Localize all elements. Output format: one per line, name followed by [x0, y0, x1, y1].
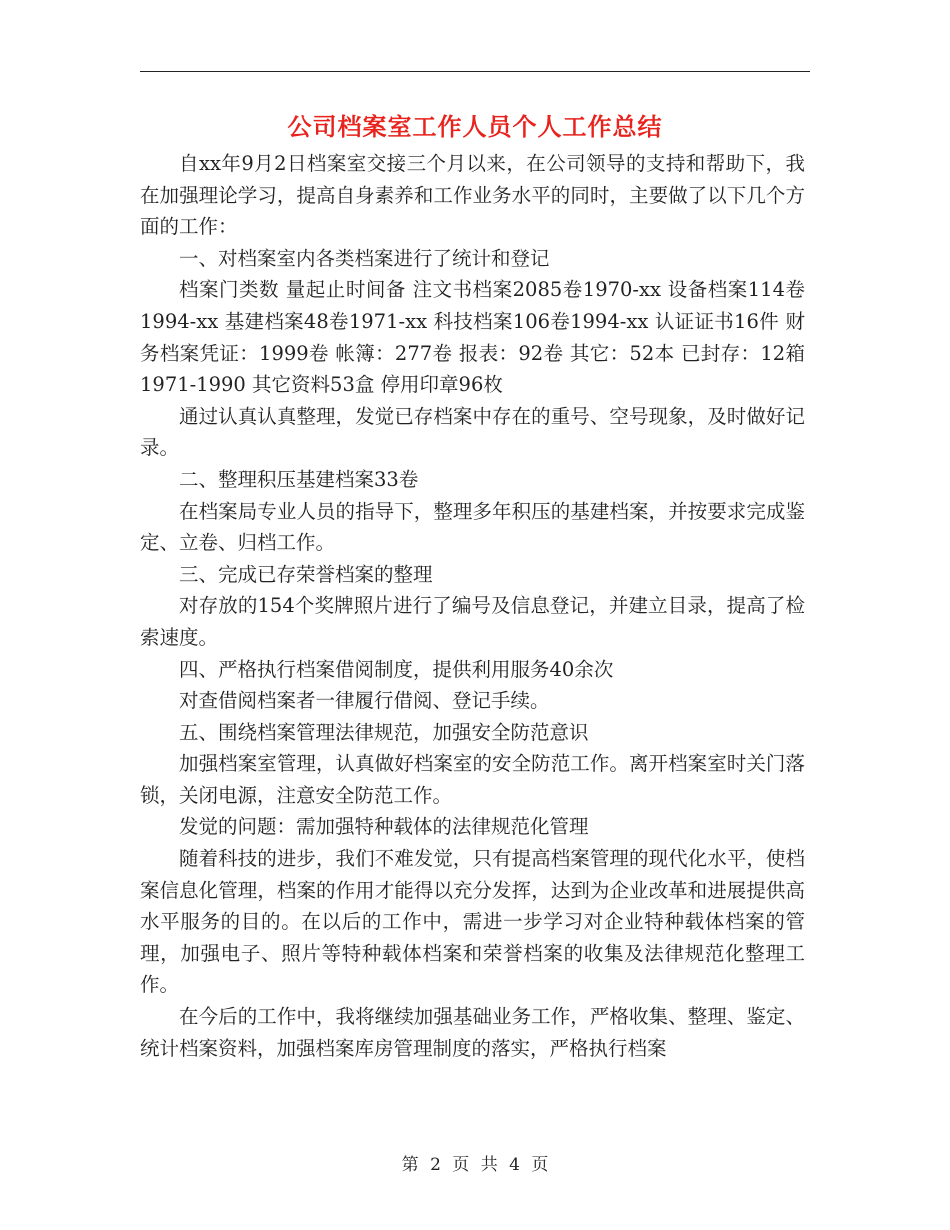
- paragraph-technology: 随着科技的进步，我们不难发觉，只有提高档案管理的现代化水平，使档案信息化管理，档案的作用才能得以充分发挥，达到为企业改革和进展提供高水平服务的目的。在以后的工作中，需进一步学习对企业特种载体档案的管理，加强电子、照片等特种载体档案和荣誉档案的收集及法律规范化整理工作。: [140, 847, 805, 997]
- paragraph-organize: 通过认真认真整理，发觉已存档案中存在的重号、空号现象，及时做好记录。: [140, 404, 805, 460]
- section-heading-4: 四、严格执行档案借阅制度，提供利用服务40余次: [179, 657, 614, 681]
- paragraph-construction: 在档案局专业人员的指导下，整理多年积压的基建档案，并按要求完成鉴定、立卷、归档工作。: [140, 499, 805, 555]
- section-heading-5: 五、围绕档案管理法律规范，加强安全防范意识: [179, 720, 589, 744]
- page-footer: 第 2 页 共 4 页: [401, 1155, 549, 1175]
- paragraph-honors: 对存放的154个奖牌照片进行了编号及信息登记，并建立目录，提高了检索速度。: [140, 594, 805, 649]
- section-heading-2: 二、整理积压基建档案33卷: [179, 467, 419, 491]
- document-title: 公司档案室工作人员个人工作总结: [287, 112, 663, 141]
- paragraph-intro: 自xx年9月2日档案室交接三个月以来，在公司领导的支持和帮助下，我在加强理论学习，提高自身素养和工作业务水平的同时，主要做了以下几个方面的工作：: [140, 152, 805, 239]
- document-body: [140, 148, 805, 1064]
- section-heading-3: 三、完成已存荣誉档案的整理: [179, 562, 433, 586]
- paragraph-future: 在今后的工作中，我将继续加强基础业务工作，严格收集、整理、鉴定、统计档案资料，加强档案库房管理制度的落实，严格执行档案: [140, 1005, 805, 1060]
- header-rule: [140, 71, 810, 72]
- section-heading-problems: 发觉的问题：需加强特种载体的法律规范化管理: [179, 815, 589, 839]
- section-heading-1: 一、对档案室内各类档案进行了统计和登记: [179, 246, 550, 270]
- paragraph-archive-stats: 档案门类数 量起止时间备 注文书档案2085卷1970-xx 设备档案114卷1994-xx 基建档案48卷1971-xx 科技档案106卷1994-xx 认证证书16件 财务档案凭证：1999卷 帐簿：277卷 报表：92卷 其它：52本 已封存：12箱1971-1990 其它资料53盒 停用印章96枚: [140, 278, 805, 397]
- paragraph-security: 加强档案室管理，认真做好档案室的安全防范工作。离开档案室时关门落锁，关闭电源，注意安全防范工作。: [140, 752, 805, 807]
- paragraph-borrowing: 对查借阅档案者一律履行借阅、登记手续。: [179, 689, 550, 713]
